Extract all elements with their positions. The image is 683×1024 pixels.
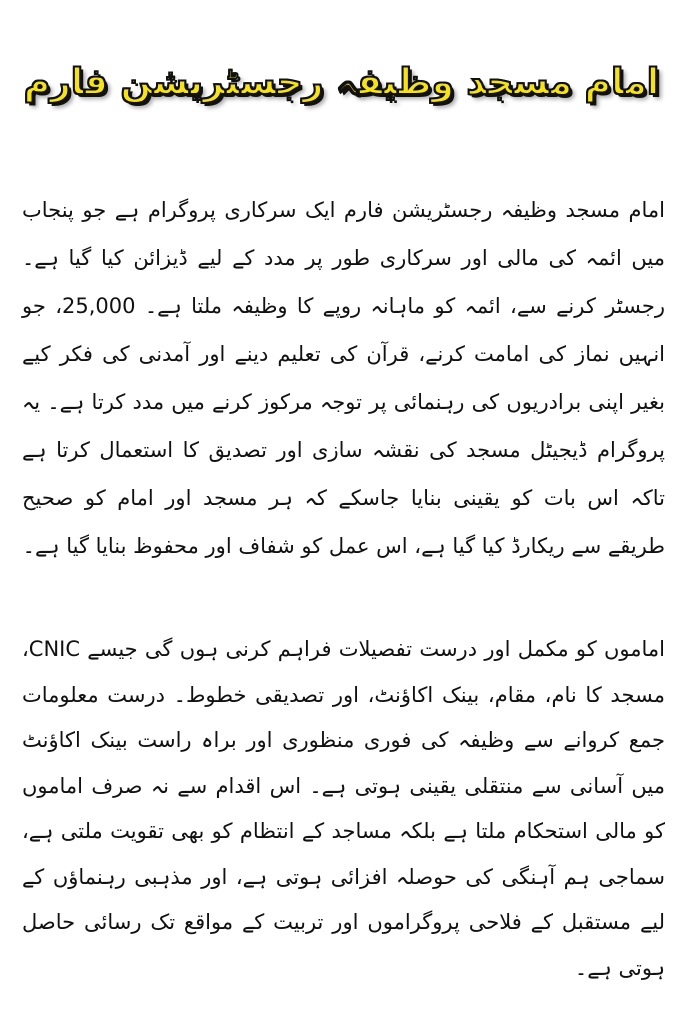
title-banner bbox=[0, 18, 683, 148]
paragraph-requirements: اماموں کو مکمل اور درست تفصیلات فراہم کرنی ہوں گی جیسے CNIC، مسجد کا نام، مقام، بینک اکاؤنٹ، اور تصدیقی خطوط۔ درست معلومات جمع کروانے سے وظیفہ کی فوری منظوری اور براہ راست بینک اکاؤنٹ میں آسانی سے منتقلی یقینی ہوتی ہے۔ اس اقدام سے نہ صرف اماموں کو مالی استحکام ملتا ہے بلکہ مساجد کے انتظام کو بھی تقویت ملتی ہے، سماجی ہم آہنگی کی حوصلہ افزائی ہوتی ہے، اور مذہبی رہنماؤں کے لیے مستقبل کے فلاحی پروگراموں اور تربیت کے مواقع تک رسائی حاصل ہوتی ہے۔ bbox=[22, 637, 665, 980]
page-title: امام مسجد وظیفہ رجسٹریشن فارم bbox=[23, 62, 660, 104]
paragraph-intro: امام مسجد وظیفہ رجسٹریشن فارم ایک سرکاری پروگرام ہے جو پنجاب میں ائمہ کی مالی اور سرکاری طور پر مدد کے لیے ڈیزائن کیا گیا ہے۔ رجسٹر کرنے سے، ائمہ کو ماہانہ روپے کا وظیفہ ملتا ہے۔ 25,000، جو انہیں نماز کی امامت کرنے، قرآن کی تعلیم دینے اور آمدنی کی فکر کیے بغیر اپنی برادریوں کی رہنمائی پر توجہ مرکوز کرنے میں مدد کرتا ہے۔ یہ پروگرام ڈیجیٹل مسجد کی نقشہ سازی اور تصدیق کا استعمال کرتا ہے تاکہ اس بات کو یقینی بنایا جاسکے کہ ہر مسجد اور امام کو صحیح طریقے سے ریکارڈ کیا گیا ہے، اس عمل کو شفاف اور محفوظ بنایا گیا ہے۔ bbox=[22, 198, 665, 558]
